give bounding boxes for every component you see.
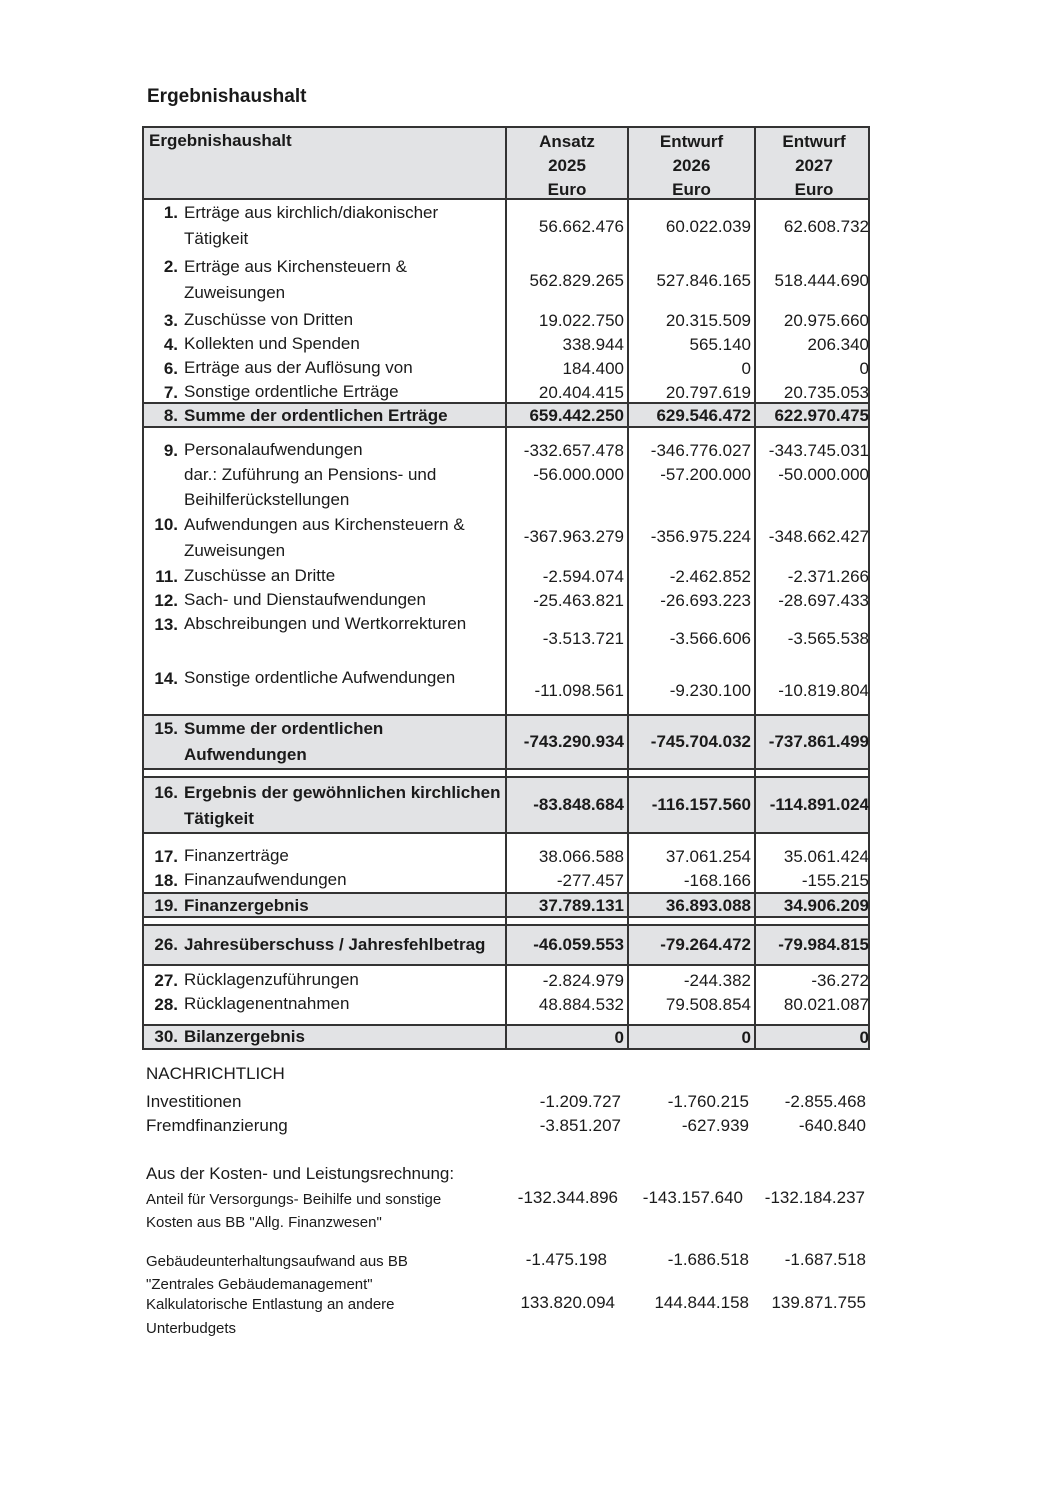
cell-value: -332.657.478 [523, 441, 624, 460]
row-number: 19. [154, 896, 178, 915]
col-2025 [505, 428, 627, 714]
col-year: 2025 [548, 156, 586, 175]
header-col-2026 [627, 128, 754, 198]
sum-row-aufwendungen [142, 714, 870, 770]
cell-value: -367.963.279 [523, 527, 624, 546]
gebaeude-2026: -1.686.518 [667, 1250, 749, 1269]
cell-value: 184.400 [562, 359, 624, 378]
cell-value: 0 [741, 359, 751, 378]
cell-value: -168.166 [683, 871, 751, 890]
label-col [144, 428, 505, 714]
row-label: dar.: Zuführung an Pensions- und Beihilferückstellungen [184, 465, 437, 509]
row-label: Finanzaufwendungen [184, 870, 347, 889]
label-cell [144, 926, 505, 964]
reserves-block [142, 966, 870, 1024]
row-number: 10. [154, 515, 178, 534]
cell-value: 20.315.509 [665, 311, 751, 330]
anteil-2027: -132.184.237 [764, 1188, 865, 1207]
cell-value: 34.906.209 [754, 894, 872, 916]
row-number: 27. [154, 971, 178, 990]
cell-value: 659.442.250 [505, 404, 627, 426]
cell-value: 0 [754, 1026, 872, 1048]
spacer-cell [627, 918, 754, 924]
label-cell [144, 894, 505, 916]
row-label: Bilanzergebnis [184, 1027, 305, 1046]
row-label: Summe der ordentlichen Aufwendungen [184, 719, 384, 764]
row-label: Erträge aus Kirchensteuern & Zuweisungen [184, 257, 408, 302]
row-label: Finanzergebnis [184, 896, 309, 915]
header-label-cell [144, 128, 505, 198]
col-2026 [627, 834, 754, 892]
anteil-label: Anteil für Versorgungs- Beihilfe und sonstige Kosten aus BB "Allg. Finanzwesen" [146, 1191, 442, 1231]
row-label: Erträge aus der Auflösung von [184, 358, 413, 377]
row-label: Erträge aus kirchlich/diakonischer Tätigkeit [184, 203, 439, 248]
row-number: 3. [163, 311, 178, 330]
cell-value: -25.463.821 [533, 591, 624, 610]
row-number: 30. [154, 1027, 178, 1046]
cell-value: -10.819.804 [778, 681, 869, 700]
header-col-2025 [505, 128, 627, 198]
cell-value: -56.000.000 [533, 465, 624, 484]
result-row-jahresergebnis [142, 926, 870, 966]
anteil-2026: -143.157.640 [642, 1188, 743, 1207]
cell-value: -2.371.266 [787, 567, 869, 586]
cell-value: 20.404.415 [538, 383, 624, 402]
label-col [144, 200, 505, 402]
col-2026 [627, 966, 754, 1024]
cell-value: 20.797.619 [665, 383, 751, 402]
cell-value: -277.457 [556, 871, 624, 890]
row-label: Aufwendungen aus Kirchensteuern & Zuweisungen [184, 515, 465, 560]
col-year: 2027 [795, 156, 833, 175]
row-number: 7. [163, 383, 178, 402]
page-title: Ergebnishaushalt [147, 86, 307, 107]
kalk-2027: 139.871.755 [771, 1293, 866, 1312]
cell-value: 0 [627, 1026, 754, 1048]
cell-value: -3.513.721 [542, 629, 624, 648]
cell-value: 48.884.532 [538, 995, 624, 1014]
cell-value: -116.157.560 [627, 778, 754, 832]
cell-value: -11.098.561 [534, 681, 624, 700]
spacer-cell [754, 918, 872, 924]
expense-block [142, 428, 870, 714]
row-number: 13. [154, 615, 178, 634]
table-header [142, 126, 870, 200]
label-cell [144, 778, 505, 832]
col-2026 [627, 200, 754, 402]
results-table [142, 126, 870, 1050]
fremdfinanzierung-label: Fremdfinanzierung [146, 1116, 288, 1135]
cell-value: -83.848.684 [505, 778, 627, 832]
cell-value: 56.662.476 [538, 217, 624, 236]
label-cell [144, 1026, 505, 1048]
cell-value: 37.789.131 [505, 894, 627, 916]
finance-block [142, 834, 870, 892]
anteil-2025: -132.344.896 [517, 1188, 618, 1207]
cell-value: -114.891.024 [754, 778, 872, 832]
col-2025 [505, 966, 627, 1024]
cell-value: 565.140 [689, 335, 751, 354]
cell-value: 629.546.472 [627, 404, 754, 426]
cell-value: 0 [859, 359, 869, 378]
cell-value: -50.000.000 [778, 465, 869, 484]
cell-value: -348.662.427 [768, 527, 869, 546]
spacer-row [142, 770, 870, 778]
cell-value: 206.340 [807, 335, 869, 354]
col-unit: Euro [547, 180, 587, 199]
cell-value: -2.594.074 [542, 567, 624, 586]
investitionen-2025: -1.209.727 [539, 1092, 621, 1111]
cell-value: 62.608.732 [783, 217, 869, 236]
sum-row-ertraege [142, 402, 870, 428]
cell-value: -244.382 [683, 971, 751, 990]
header-label: Ergebnishaushalt [149, 131, 292, 150]
col-year: 2026 [672, 156, 711, 175]
gebaeude-2025: -1.475.198 [525, 1250, 607, 1269]
cell-value: -743.290.934 [505, 716, 627, 768]
fremdfinanzierung-2025: -3.851.207 [539, 1116, 621, 1135]
cell-value: 622.970.475 [754, 404, 872, 426]
cell-value: -79.264.472 [627, 926, 754, 964]
col-2027 [754, 428, 872, 714]
cell-value: 36.893.088 [627, 894, 754, 916]
cell-value: -155.215 [801, 871, 869, 890]
kalk-2026: 144.844.158 [654, 1293, 749, 1312]
label-cell [144, 404, 505, 426]
cell-value: 518.444.690 [774, 271, 869, 290]
cell-value: 37.061.254 [665, 847, 751, 866]
cell-value: -745.704.032 [627, 716, 754, 768]
col-unit: Euro [794, 180, 834, 199]
row-number: 28. [154, 995, 178, 1014]
cell-value: 527.846.165 [656, 271, 751, 290]
cell-value: -2.824.979 [542, 971, 624, 990]
row-label: Ergebnis der gewöhnlichen kirchlichen Tätigkeit [184, 783, 501, 828]
row-number: 26. [154, 935, 178, 954]
cell-value: -9.230.100 [669, 681, 751, 700]
row-number: 4. [163, 335, 178, 354]
col-2026 [627, 428, 754, 714]
investitionen-2027: -2.855.468 [784, 1092, 866, 1111]
result-row-bilanzergebnis [142, 1024, 870, 1050]
cell-value: 0 [505, 1026, 627, 1048]
sum-row-finanzergebnis [142, 892, 870, 918]
row-number: 8. [163, 406, 178, 425]
cell-value: -3.565.538 [787, 629, 869, 648]
label-cell [144, 716, 505, 768]
row-label: Finanzerträge [184, 846, 289, 865]
row-label: Zuschüsse von Dritten [184, 310, 354, 329]
result-row-ordinary [142, 778, 870, 834]
investitionen-2026: -1.760.215 [667, 1092, 749, 1111]
cell-value: -3.566.606 [669, 629, 751, 648]
label-col [144, 834, 505, 892]
spacer-cell [754, 770, 872, 776]
col-2027 [754, 966, 872, 1024]
fremdfinanzierung-2027: -640.840 [798, 1116, 866, 1135]
row-number: 12. [154, 591, 178, 610]
row-label: Personalaufwendungen [184, 440, 363, 459]
cell-value: 60.022.039 [665, 217, 751, 236]
row-label: Rücklagenzuführungen [184, 970, 359, 989]
row-label: Zuschüsse an Dritte [184, 566, 336, 585]
row-label: Rücklagenentnahmen [184, 994, 350, 1013]
spacer-cell [505, 770, 627, 776]
cell-value: 20.735.053 [783, 383, 869, 402]
row-number: 2. [163, 257, 178, 276]
row-label: Jahresüberschuss / Jahresfehlbetrag [184, 935, 486, 954]
row-number: 14. [154, 669, 178, 688]
row-number: 11. [155, 567, 178, 586]
cell-value: 19.022.750 [538, 311, 624, 330]
cell-value: 38.066.588 [538, 847, 624, 866]
cell-value: 35.061.424 [783, 847, 869, 866]
gebaeude-label: Gebäudeunterhaltungsaufwand aus BB "Zentrales Gebäudemanagement" [146, 1253, 408, 1293]
cell-value: 562.829.265 [529, 271, 624, 290]
cell-value: -36.272 [811, 971, 869, 990]
row-number: 1. [163, 203, 178, 222]
fremdfinanzierung-2026: -627.939 [681, 1116, 749, 1135]
cell-value: -46.059.553 [505, 926, 627, 964]
investitionen-label: Investitionen [146, 1092, 242, 1111]
cell-value: 20.975.660 [783, 311, 869, 330]
col-2025 [505, 200, 627, 402]
row-label: Sach- und Dienstaufwendungen [184, 590, 426, 609]
row-number: 16. [154, 783, 178, 802]
row-label: Sonstige ordentliche Aufwendungen [184, 668, 456, 687]
header-col-2027 [754, 128, 872, 198]
row-number: 15. [154, 719, 178, 738]
kalk-label: Kalkulatorische Entlastung an andere Unterbudgets [146, 1296, 395, 1337]
col-2027 [754, 834, 872, 892]
gebaeude-2027: -1.687.518 [784, 1250, 866, 1269]
cell-value: 338.944 [562, 335, 624, 354]
cell-value: -343.745.031 [768, 441, 869, 460]
cell-value: -737.861.499 [754, 716, 872, 768]
spacer-cell [627, 770, 754, 776]
cell-value: -2.462.852 [669, 567, 751, 586]
nachrichtlich-heading: NACHRICHTLICH [146, 1064, 285, 1083]
cell-value: -57.200.000 [660, 465, 751, 484]
cell-value: -356.975.224 [650, 527, 751, 546]
income-block [142, 200, 870, 402]
col-unit: Euro [672, 180, 711, 199]
col-title: Entwurf [659, 132, 724, 151]
row-number: 9. [163, 441, 178, 460]
row-label: Abschreibungen und Wertkorrekturen [184, 614, 467, 633]
row-label: Sonstige ordentliche Erträge [184, 382, 399, 401]
row-label: Kollekten und Spenden [184, 334, 360, 353]
cell-value: -79.984.815 [754, 926, 872, 964]
label-col [144, 966, 505, 1024]
col-title: Entwurf [782, 132, 846, 151]
spacer-row [142, 918, 870, 926]
cell-value: -28.697.433 [778, 591, 869, 610]
row-number: 6. [163, 359, 178, 378]
col-2025 [505, 834, 627, 892]
spacer-cell [505, 918, 627, 924]
cell-value: -346.776.027 [650, 441, 751, 460]
kalk-2025: 133.820.094 [520, 1293, 615, 1312]
col-2027 [754, 200, 872, 402]
row-number: 18. [154, 871, 178, 890]
row-label: Summe der ordentlichen Erträge [184, 406, 448, 425]
row-number: 17. [154, 847, 178, 866]
cell-value: 80.021.087 [783, 995, 869, 1014]
col-title: Ansatz [539, 132, 595, 151]
cell-value: 79.508.854 [665, 995, 751, 1014]
cell-value: -26.693.223 [660, 591, 751, 610]
klr-heading: Aus der Kosten- und Leistungsrechnung: [146, 1164, 455, 1183]
